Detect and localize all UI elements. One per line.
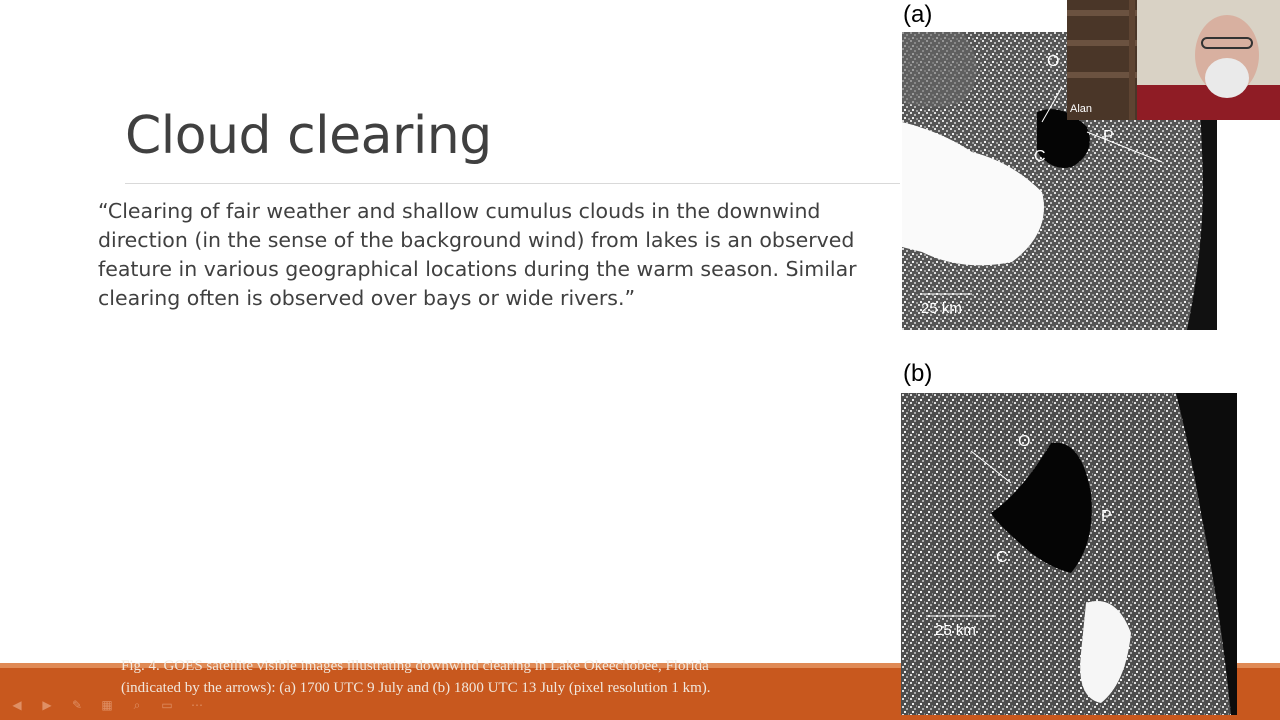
figure-a-scale: 25 km [921,300,962,317]
participant-video[interactable] [1067,0,1280,120]
pen-icon[interactable]: ✎ [71,698,83,712]
figure-a-marker-p: P [1103,128,1114,145]
more-icon[interactable]: ⋯ [191,698,203,712]
figure-a-label: (a) [903,1,933,28]
prev-icon[interactable]: ◀ [12,698,22,712]
next-icon[interactable]: ▶ [42,698,52,712]
figure-a-marker-c: C [1034,148,1046,165]
caption-line-2: (indicated by the arrows): (a) 1700 UTC 9 July and (b) 1800 UTC 13 July (pixel resolution 1 km). [121,680,711,696]
participant-name: Alan [1070,103,1093,115]
quote-text: “Clearing of fair weather and shallow cumulus clouds in the downwind direction (in the sense of the background wind) from lakes is an observed feature in various geographical locations during the warm season. Similar clearing often is observed over bays or wide rivers.” [98,199,857,310]
title-divider [125,183,900,184]
slides-icon[interactable]: ▦ [101,698,113,712]
slide-title: Cloud clearing [125,106,492,166]
zoom-icon[interactable]: ⌕ [133,697,141,712]
caption-line-1: Fig. 4. GOES satellite visible images illustrating downwind clearing in Lake Okeechobee, Florida [121,658,709,674]
presentation-toolbar [6,695,208,715]
subtitles-icon[interactable]: ▭ [161,698,173,712]
satellite-image-b [901,393,1237,715]
figure-b-marker-p: P [1101,508,1112,525]
figure-a-marker-o: O [1047,53,1060,70]
figure-b-marker-c: C [996,549,1008,566]
figure-b-scale: 25 km [935,622,976,639]
figure-b-marker-o: O [1018,433,1031,450]
figure-b-label: (b) [903,360,933,387]
figure-caption [121,655,871,699]
